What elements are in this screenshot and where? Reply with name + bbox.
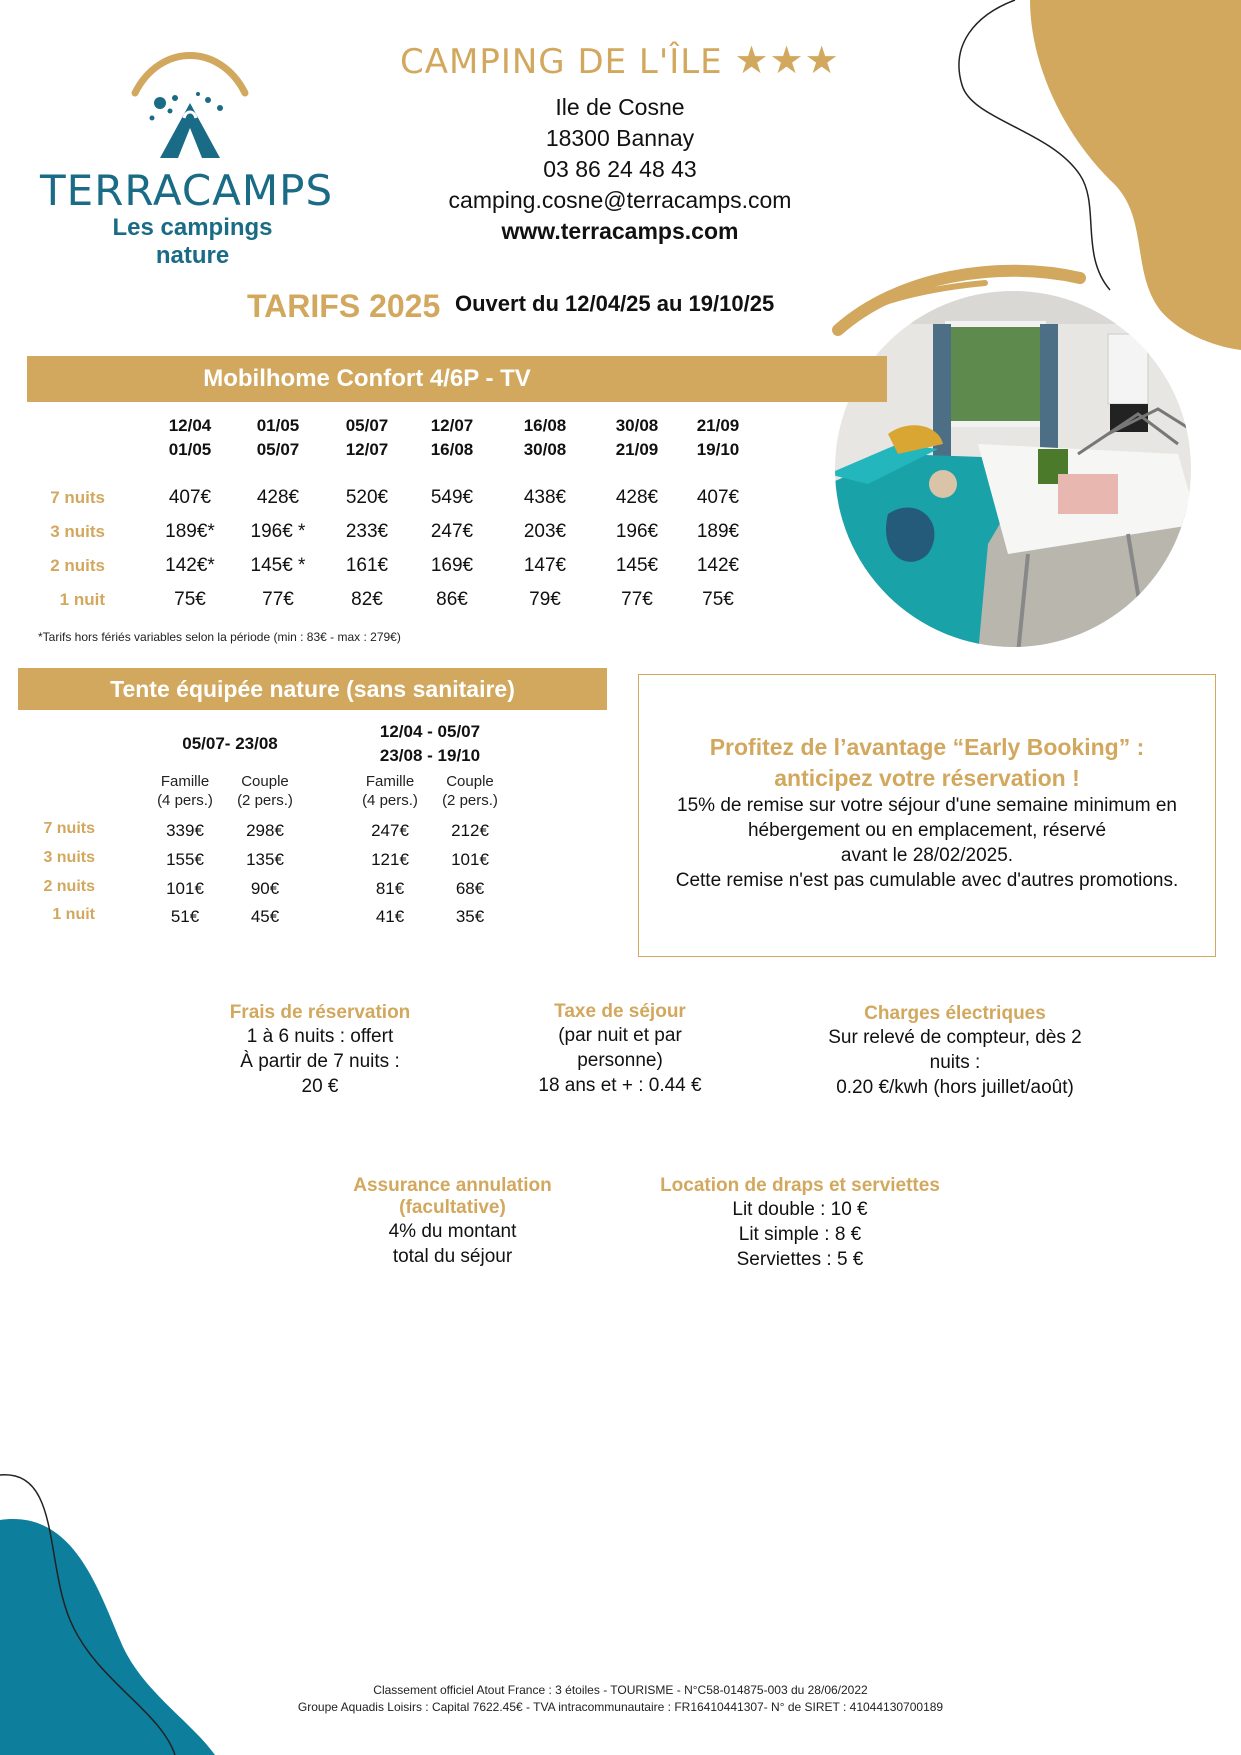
tarifs-title: TARIFS 2025 xyxy=(247,288,441,324)
address-line-2: 18300 Bannay xyxy=(545,125,695,151)
tente-price-cell: 81€ xyxy=(375,879,405,898)
linen-rental-line: Serviettes : 5 € xyxy=(736,1249,864,1270)
camping-name: CAMPING DE L'ÎLE xyxy=(400,42,723,82)
mobilhome-period-start: 30/08 xyxy=(615,416,659,435)
electric-charges xyxy=(800,1003,1110,1100)
reservation-fees-line: 20 € xyxy=(301,1076,339,1097)
mobilhome-row-label: 7 nuits xyxy=(50,488,105,507)
insurance-title-2: (facultative) xyxy=(399,1197,506,1218)
tente-column-label: Famille xyxy=(365,773,415,790)
early-booking-line-4: Cette remise n'est pas cumulable avec d'autres promotions. xyxy=(675,870,1179,891)
early-booking-line-2: hébergement ou en emplacement, réservé xyxy=(747,820,1107,841)
tente-price-cell: 101€ xyxy=(166,879,204,898)
tente-column-sub: (4 pers.) xyxy=(362,792,418,809)
mobilhome-period-end: 19/10 xyxy=(696,440,740,459)
tente-price-cell: 101€ xyxy=(451,850,489,869)
tente-price-cell: 155€ xyxy=(166,850,204,869)
mobilhome-price-cell: 247€ xyxy=(430,521,474,542)
mobilhome-price-cell: 75€ xyxy=(174,589,206,610)
brand-tagline-1: Les campings xyxy=(112,214,273,241)
tente-price-cell: 212€ xyxy=(451,821,489,840)
phone-number[interactable]: 03 86 24 48 43 xyxy=(543,156,697,182)
mobilhome-period-start: 05/07 xyxy=(345,416,389,435)
taxe-sejour xyxy=(500,1001,740,1098)
taxe-sejour-line: personne) xyxy=(577,1050,663,1071)
tente-price-cell: 51€ xyxy=(170,907,200,926)
early-booking-title-1: Profitez de l’avantage “Early Booking” : xyxy=(709,734,1145,760)
mobilhome-price-cell: 203€ xyxy=(523,521,567,542)
insurance-line: total du séjour xyxy=(392,1246,513,1267)
mobilhome-price-cell: 147€ xyxy=(523,555,567,576)
mobilhome-price-cell: 145€ * xyxy=(250,555,306,576)
footer-line-1: Classement officiel Atout France : 3 étoiles - TOURISME - N°C58-014875-003 du 28/06/2022 xyxy=(373,1683,868,1697)
mobilhome-price-cell: 145€ xyxy=(615,555,659,576)
tente-price-cell: 41€ xyxy=(375,907,405,926)
cancellation-insurance xyxy=(330,1175,575,1269)
mobilhome-period-end: 01/05 xyxy=(168,440,212,459)
mobilhome-price-cell: 77€ xyxy=(262,589,294,610)
mobilhome-price-cell: 196€ * xyxy=(250,521,306,542)
mobilhome-price-cell: 75€ xyxy=(702,589,734,610)
mobilhome-price-cell: 142€ xyxy=(696,555,740,576)
tente-price-cell: 339€ xyxy=(166,821,204,840)
mobilhome-price-cell: 161€ xyxy=(345,555,389,576)
brand-name: TERRACAMPS xyxy=(40,166,334,215)
taxe-sejour-title: Taxe de séjour xyxy=(554,1001,686,1022)
mobilhome-period-header xyxy=(505,414,585,462)
mobilhome-period-start: 12/04 xyxy=(168,416,212,435)
brand-tagline xyxy=(60,214,325,270)
mobilhome-period-end: 21/09 xyxy=(615,440,659,459)
mobilhome-period-header xyxy=(412,414,492,462)
mobilhome-period-end: 30/08 xyxy=(523,440,567,459)
reservation-fees xyxy=(200,1002,440,1099)
mobilhome-period-header xyxy=(150,414,230,462)
linen-rental-title: Location de draps et serviettes xyxy=(660,1175,940,1196)
insurance-line: 4% du montant xyxy=(388,1221,517,1242)
tente-row-label: 7 nuits xyxy=(43,820,95,837)
tente-price-cell: 35€ xyxy=(455,907,485,926)
tente-column-header xyxy=(345,772,435,810)
tente-column-sub: (4 pers.) xyxy=(157,792,213,809)
mobilhome-price-cell: 233€ xyxy=(345,521,389,542)
early-booking-title xyxy=(640,732,1214,794)
mobilhome-price-cell: 520€ xyxy=(345,487,389,508)
tente-column-label: Couple xyxy=(446,773,494,790)
tente-column-sub: (2 pers.) xyxy=(237,792,293,809)
early-booking-line-3: avant le 28/02/2025. xyxy=(840,845,1014,866)
tente-column-label: Famille xyxy=(160,773,210,790)
tente-column-header xyxy=(425,772,515,810)
insurance-title-1: Assurance annulation xyxy=(353,1175,552,1196)
email-address[interactable]: camping.cosne@terracamps.com xyxy=(448,187,792,213)
mobilhome-period-end: 05/07 xyxy=(256,440,300,459)
early-booking-line-1: 15% de remise sur votre séjour d'une semaine minimum en xyxy=(677,795,1177,816)
mobilhome-price-cell: 407€ xyxy=(696,487,740,508)
tente-title: Tente équipée nature (sans sanitaire) xyxy=(110,675,515,702)
linen-rental xyxy=(630,1175,970,1272)
mobilhome-price-cell: 189€* xyxy=(165,521,215,542)
taxe-sejour-line: 18 ans et + : 0.44 € xyxy=(538,1075,702,1096)
tente-price-cell: 135€ xyxy=(246,850,284,869)
mobilhome-price-cell: 549€ xyxy=(430,487,474,508)
reservation-fees-line: 1 à 6 nuits : offert xyxy=(246,1026,394,1047)
website-link[interactable]: www.terracamps.com xyxy=(501,218,739,244)
mobilhome-price-cell: 438€ xyxy=(523,487,567,508)
mobilhome-section-bar xyxy=(27,356,887,402)
tente-section-bar xyxy=(18,668,607,710)
tente-row-label: 3 nuits xyxy=(43,849,95,866)
mobilhome-period-start: 01/05 xyxy=(256,416,300,435)
early-booking-text xyxy=(640,793,1214,893)
tente-price-cell: 247€ xyxy=(371,821,409,840)
mobilhome-title: Mobilhome Confort 4/6P - TV xyxy=(203,365,531,392)
brand-tagline-2: nature xyxy=(155,242,230,269)
tente-period-b-2: 23/08 - 19/10 xyxy=(379,746,481,765)
mobilhome-period-header xyxy=(238,414,318,462)
stars-icon: ★★★ xyxy=(734,38,840,82)
electric-charges-line: 0.20 €/kwh (hors juillet/août) xyxy=(836,1077,1074,1098)
mobilhome-row-label: 1 nuit xyxy=(59,590,105,609)
tente-period-a: 05/07- 23/08 xyxy=(182,734,278,753)
mobilhome-period-header xyxy=(597,414,677,462)
linen-rental-line: Lit double : 10 € xyxy=(732,1199,868,1220)
address-line-1: Ile de Cosne xyxy=(555,94,685,120)
taxe-sejour-line: (par nuit et par xyxy=(558,1025,682,1046)
tente-column-header xyxy=(140,772,230,810)
linen-rental-line: Lit simple : 8 € xyxy=(738,1224,862,1245)
mobilhome-price-cell: 428€ xyxy=(615,487,659,508)
mobilhome-period-header xyxy=(327,414,407,462)
reservation-fees-line: À partir de 7 nuits : xyxy=(240,1051,400,1072)
mobilhome-period-start: 16/08 xyxy=(523,416,567,435)
mobilhome-price-cell: 407€ xyxy=(168,487,212,508)
mobilhome-price-cell: 189€ xyxy=(696,521,740,542)
mobilhome-period-end: 16/08 xyxy=(430,440,474,459)
tente-column-sub: (2 pers.) xyxy=(442,792,498,809)
electric-charges-line: nuits : xyxy=(929,1052,981,1073)
mobilhome-price-cell: 196€ xyxy=(615,521,659,542)
mobilhome-period-end: 12/07 xyxy=(345,440,389,459)
reservation-fees-title: Frais de réservation xyxy=(229,1002,411,1023)
mobilhome-period-header xyxy=(678,414,758,462)
open-period: Ouvert du 12/04/25 au 19/10/25 xyxy=(455,291,775,316)
mobilhome-row-label: 2 nuits xyxy=(50,556,105,575)
tente-price-cell: 68€ xyxy=(455,879,485,898)
tente-price-cell: 90€ xyxy=(250,879,280,898)
footer-line-2: Groupe Aquadis Loisirs : Capital 7622.45€ - TVA intracommunautaire : FR16410441307- N° de SIRET : 41044130700189 xyxy=(297,1700,944,1714)
mobilhome-row-label: 3 nuits xyxy=(50,522,105,541)
tente-row-label: 1 nuit xyxy=(52,906,95,923)
mobilhome-interior-photo xyxy=(828,284,1198,654)
terracamps-logo-icon xyxy=(130,48,250,163)
tente-period-b-1: 12/04 - 05/07 xyxy=(379,722,481,741)
electric-charges-line: Sur relevé de compteur, dès 2 xyxy=(828,1027,1082,1048)
mobilhome-price-cell: 428€ xyxy=(256,487,300,508)
mobilhome-note: *Tarifs hors fériés variables selon la période (min : 83€ - max : 279€) xyxy=(38,630,401,644)
tente-column-header xyxy=(220,772,310,810)
tente-price-cell: 121€ xyxy=(371,850,409,869)
mobilhome-price-cell: 169€ xyxy=(430,555,474,576)
mobilhome-price-cell: 82€ xyxy=(351,589,383,610)
mobilhome-price-cell: 77€ xyxy=(621,589,653,610)
electric-charges-title: Charges électriques xyxy=(864,1003,1046,1024)
mobilhome-price-cell: 86€ xyxy=(436,589,468,610)
mobilhome-period-start: 21/09 xyxy=(696,416,740,435)
early-booking-title-2: anticipez votre réservation ! xyxy=(774,765,1080,791)
mobilhome-price-cell: 142€* xyxy=(165,555,215,576)
tente-price-cell: 45€ xyxy=(250,907,280,926)
tente-column-label: Couple xyxy=(241,773,289,790)
mobilhome-price-cell: 79€ xyxy=(529,589,561,610)
mobilhome-period-start: 12/07 xyxy=(430,416,474,435)
tente-row-label: 2 nuits xyxy=(43,878,95,895)
camping-title xyxy=(400,38,840,82)
tente-price-cell: 298€ xyxy=(246,821,284,840)
